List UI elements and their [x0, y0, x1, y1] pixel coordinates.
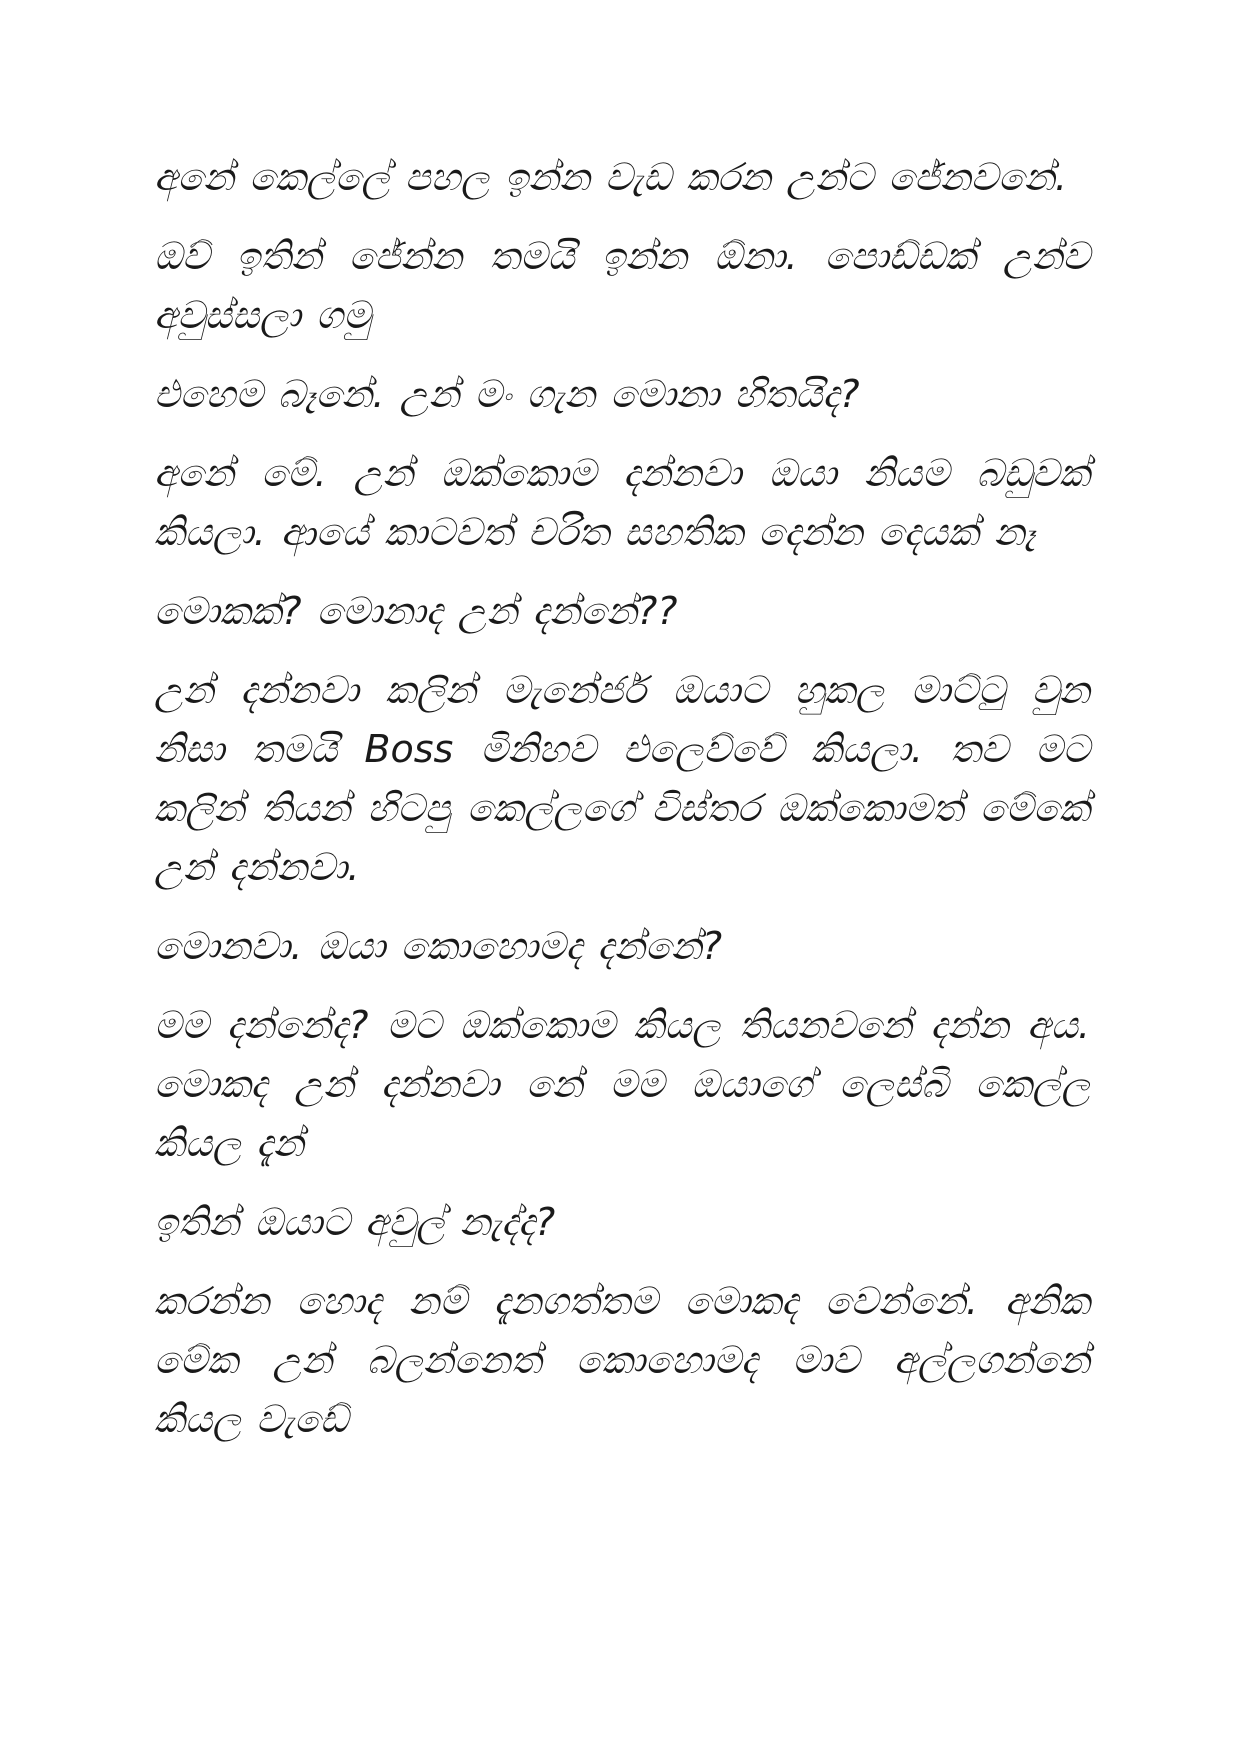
- paragraph-1: අනේ කෙල්ලේ පහල ඉන්න වැඩ කරන උන්ට ජේනවනේ.: [154, 155, 1067, 199]
- paragraph-5: මොකක්? මොනාද උන් දන්නේ??: [154, 589, 678, 633]
- paragraph-10: කරන්න හොද නම් දැනගත්තම මොකද වෙන්නේ. අනික මේක උන් බලන්නෙත් කොහොමද මාව අල්ලගන්නේ කියල වැඩේ: [154, 1279, 1090, 1441]
- paragraph-8: මම දන්නේද? මට ඔක්කොම කියල තියනවනේ දන්න අය. මොකද උන් දන්නවා නේ මම ඔයාගේ ලෙස්බි කෙල්ල කියල දැන්: [154, 1003, 1090, 1165]
- paragraph-9: ඉතින් ඔයාට අවුල් නැද්ද?: [154, 1200, 556, 1244]
- paragraph-6: උන් දන්නවා කලින් මැනේජර් ඔයාට හුකල මාට්ටු වුන නිසා තමයි Boss මිනිහව එලෙව්වේ කියලා. තව මට කලින් තියන් හිටපු කෙල්ලගේ විස්තර ඔක්කොමත් මේකේ උන් දන්නවා.: [154, 668, 1090, 889]
- paragraph-4: අනේ මේ. උන් ඔක්කොම දන්නවා ඔයා නියම බඩුවක් කියලා. ආයේ කාටවත් චරිත සහතික දෙන්න දෙයක් නෑ: [154, 451, 1090, 554]
- paragraph-2: ඔව් ඉතින් ජේන්න තමයි ඉන්න ඕනා. පොඩ්ඩක් උන්ව අවුස්සලා ගමු: [154, 234, 1090, 337]
- paragraph-3: එහෙම බෑනේ. උන් මං ගැන මොනා හිතයිද?: [154, 372, 860, 416]
- document-body: [154, 148, 1090, 1449]
- paragraph-7: මොනවා. ඔයා කොහොමද දන්නේ?: [154, 924, 723, 968]
